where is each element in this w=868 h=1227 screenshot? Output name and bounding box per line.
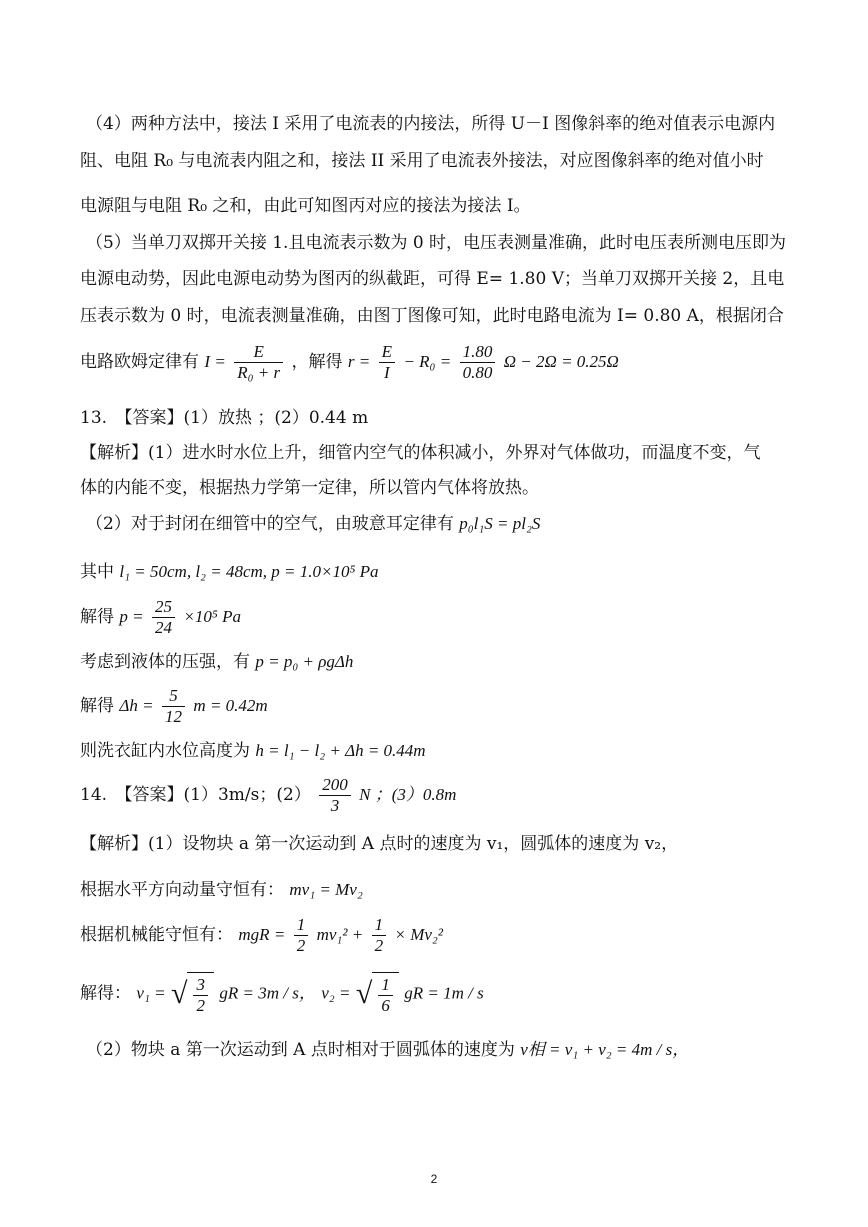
fraction-numerator: 1.80 bbox=[460, 342, 496, 363]
equation-line bbox=[80, 913, 443, 957]
text-line bbox=[86, 1039, 689, 1061]
text: 考虑到液体的压强，有 bbox=[80, 652, 250, 672]
text-line bbox=[86, 513, 540, 535]
text: 解得： bbox=[80, 983, 131, 1004]
equation-line bbox=[80, 340, 619, 384]
text: 14. 【答案】(1）3m/s；(2） bbox=[80, 785, 311, 805]
equation: mv₁² + bbox=[316, 925, 364, 944]
fraction bbox=[372, 915, 387, 956]
text-line: 【解析】(1）进水时水位上升，细管内空气的体积减小，外界对气体做功，而温度不变，气 bbox=[80, 443, 761, 463]
fraction-denominator: 12 bbox=[165, 707, 183, 726]
radical-sign: √ bbox=[171, 977, 188, 1011]
text-line: 体的内能不变，根据热力学第一定律，所以管内气体将放热。 bbox=[80, 478, 539, 498]
fraction-denominator: 24 bbox=[155, 618, 173, 637]
equation: m = 0.42m bbox=[193, 696, 268, 715]
fraction-numerator: E bbox=[234, 342, 283, 363]
fraction-denominator: 3 bbox=[330, 796, 340, 815]
text: 根据水平方向动量守恒有： bbox=[80, 880, 284, 900]
radicand bbox=[187, 972, 214, 1017]
text: 解得 bbox=[80, 607, 114, 627]
equation: gR = 1m / s bbox=[404, 983, 484, 1003]
equation: mgR = bbox=[238, 925, 286, 944]
equation: v₁ = bbox=[136, 983, 166, 1003]
equation-line bbox=[80, 595, 241, 639]
fraction bbox=[378, 975, 393, 1016]
fraction-numerator: 1 bbox=[294, 915, 309, 936]
equation: − R₀ = bbox=[403, 352, 452, 371]
fraction-denominator: 2 bbox=[296, 936, 306, 955]
text-line: 【解析】(1）设物块 a 第一次运动到 A 点时的速度为 v₁，圆弧体的速度为 v₂， bbox=[80, 834, 679, 854]
equation: × Mv₂² bbox=[394, 925, 443, 944]
equation: l₁ = 50cm, l₂ = 48cm, p = 1.0×10⁵ Pa bbox=[119, 562, 379, 581]
fraction-numerator: 1 bbox=[372, 915, 387, 936]
fraction bbox=[319, 775, 351, 816]
fraction bbox=[152, 597, 175, 638]
answer-line bbox=[80, 773, 456, 817]
text: 则洗衣缸内水位高度为 bbox=[80, 741, 250, 761]
radical-sign: √ bbox=[355, 977, 373, 1011]
text-line: 压表示数为 0 时，电流表测量准确，由图丁图像可知，此时电路电流为 I= 0.80 A，根据闭合 bbox=[80, 306, 784, 326]
fraction-denominator: 2 bbox=[196, 996, 205, 1016]
square-root bbox=[171, 971, 214, 1017]
fraction-numerator: 200 bbox=[319, 775, 351, 796]
radicand bbox=[372, 972, 399, 1017]
text: ，解得 bbox=[291, 352, 343, 372]
equation: r = bbox=[347, 352, 371, 371]
fraction-numerator: 1 bbox=[378, 975, 393, 996]
equation: v₂ = bbox=[321, 983, 351, 1003]
fraction-numerator: 25 bbox=[152, 597, 175, 618]
equation: h = l₁ − l₂ + Δh = 0.44m bbox=[255, 741, 426, 760]
equation: p = bbox=[119, 607, 144, 626]
text: （2）物块 a 第一次运动到 A 点时相对于圆弧体的速度为 bbox=[86, 1040, 515, 1060]
equation-line bbox=[80, 971, 484, 1017]
page-number: 2 bbox=[430, 1172, 438, 1186]
equation: v相 = v₁ + v₂ = 4m / s， bbox=[520, 1040, 690, 1059]
fraction bbox=[379, 342, 395, 383]
fraction bbox=[193, 975, 208, 1016]
fraction-denominator: I bbox=[384, 363, 390, 382]
text-line: 电源阻与电阻 R₀ 之和，由此可知图丙对应的接法为接法 I。 bbox=[80, 196, 531, 216]
fraction bbox=[294, 915, 309, 956]
text-line bbox=[80, 879, 363, 901]
fraction bbox=[460, 342, 496, 383]
equation-line bbox=[80, 684, 268, 728]
fraction-numerator: 3 bbox=[193, 975, 208, 996]
equation: I = bbox=[204, 352, 226, 371]
text-line bbox=[80, 651, 353, 673]
text: 根据机械能守恒有： bbox=[80, 925, 233, 945]
equation: Ω − 2Ω = 0.25Ω bbox=[503, 352, 619, 371]
equation: p = p₀ + ρgΔh bbox=[255, 652, 354, 671]
fraction-denominator: 2 bbox=[374, 936, 384, 955]
fraction-denominator: R₀ + r bbox=[237, 363, 281, 382]
fraction bbox=[162, 686, 185, 727]
equation: ×10⁵ Pa bbox=[183, 607, 241, 626]
fraction bbox=[234, 342, 283, 383]
text-line bbox=[80, 561, 379, 583]
fraction-denominator: 6 bbox=[381, 996, 390, 1016]
text-line: 电源电动势，因此电源电动势为图丙的纵截距，可得 E= 1.80 V；当单刀双掷开关接 2，且电 bbox=[80, 269, 785, 289]
fraction-numerator: 5 bbox=[162, 686, 185, 707]
equation: N ；(3）0.8m bbox=[359, 785, 457, 804]
equation: Δh = bbox=[119, 696, 154, 715]
text: 解得 bbox=[80, 696, 114, 716]
text-line: （4）两种方法中，接法 I 采用了电流表的内接法，所得 U－I 图像斜率的绝对值表示电源内 bbox=[86, 114, 776, 134]
fraction-numerator: E bbox=[379, 342, 395, 363]
square-root bbox=[356, 971, 399, 1017]
equation: p₀l₁S = pl₂S bbox=[459, 514, 541, 533]
fraction-denominator: 0.80 bbox=[462, 363, 493, 382]
equation: mv₁ = Mv₂ bbox=[289, 880, 363, 899]
text: （2）对于封闭在细管中的空气，由玻意耳定律有 bbox=[86, 514, 454, 534]
text-line bbox=[80, 740, 426, 762]
text-line: （5）当单刀双掷开关接 1.且电流表示数为 0 时，电压表测量准确，此时电压表所测电压即为 bbox=[86, 233, 787, 253]
equation: gR = 3m / s， bbox=[219, 983, 316, 1003]
text: 其中 bbox=[80, 562, 114, 582]
answer-line: 13. 【答案】(1）放热 ；(2）0.44 m bbox=[80, 408, 369, 428]
text-line: 阻、电阻 R₀ 与电流表内阻之和，接法 II 采用了电流表外接法，对应图像斜率的绝对值小时 bbox=[80, 151, 764, 171]
text: 电路欧姆定律有 bbox=[80, 352, 199, 372]
